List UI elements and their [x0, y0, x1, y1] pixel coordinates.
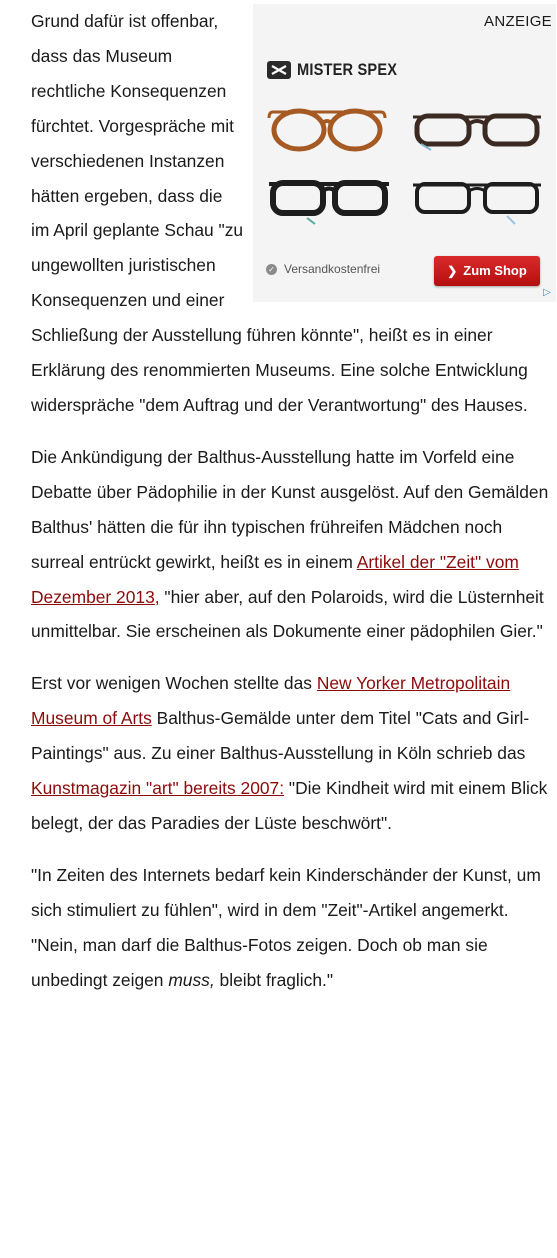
check-circle-icon: ✓	[266, 264, 277, 275]
metropolitan-museum-link[interactable]: New Yorker Metropolitain Museum of Arts	[31, 673, 511, 729]
paragraph-2-text-b: "hier aber, auf den Polaroids, wird die Lüsternheit unmittelbar. Sie erscheinen als Dokumente einer pädophilen Gier."	[31, 586, 544, 642]
mister-spex-logo[interactable]	[267, 58, 414, 82]
paragraph-3-text-a: Erst vor wenigen Wochen stellte das	[31, 673, 317, 694]
paragraph-3-text-b: Balthus-Gemälde unter dem Titel "Cats and Girl-Paintings" aus. Zu einer Balthus-Ausstellung in Köln schrieb das	[31, 708, 530, 764]
paragraph-3	[31, 666, 553, 841]
glasses-tortoise-image[interactable]	[267, 104, 387, 154]
mister-spex-logo-icon	[267, 60, 291, 80]
adchoices-icon[interactable]: ▷	[543, 287, 551, 298]
ad-label: ANZEIGE	[484, 13, 552, 30]
zum-shop-button[interactable]	[434, 256, 540, 286]
paragraph-3-text-c: "Die Kindheit wird mit einem Blick belegt, der das Paradies der Lüste beschwört".	[31, 778, 548, 833]
glasses-brown-image[interactable]	[411, 108, 543, 152]
paragraph-4-emphasis: muss,	[168, 969, 215, 990]
glasses-black-image[interactable]	[267, 174, 391, 228]
shipping-label: Versandkostenfrei	[284, 261, 381, 276]
zum-shop-label: Zum Shop	[463, 262, 527, 278]
shipping-info	[266, 259, 380, 279]
paragraph-4-text-b: bleibt fraglich."	[214, 969, 334, 990]
zeit-article-link[interactable]: Artikel der "Zeit" vom Dezember 2013,	[31, 551, 519, 607]
paragraph-4	[31, 858, 553, 998]
paragraph-4-text-a: "In Zeiten des Internets bedarf kein Kinderschänder der Kunst, um sich stimuliert zu fühlen", wird in dem "Zeit"-Artikel angemerkt. "Nein, man darf die Balthus-Fotos zeigen. Doch ob man sie unbedingt zeigen	[31, 864, 541, 990]
brand-name: MISTER SPEX	[297, 60, 398, 79]
glasses-thin-black-image[interactable]	[411, 176, 543, 228]
paragraph-2	[31, 440, 553, 649]
advertisement-banner[interactable]	[253, 4, 556, 302]
chevron-right-icon: ❯	[447, 263, 458, 278]
art-magazine-link[interactable]: Kunstmagazin "art" bereits 2007:	[31, 778, 285, 799]
paragraph-2-text-a: Die Ankündigung der Balthus-Ausstellung hatte im Vorfeld eine Debatte über Pädophilie in der Kunst ausgelöst. Auf den Gemälden Balthus' hätten die für ihn typischen frühreifen Mädchen noch surreal entrückt gewirkt, heißt es in einem	[31, 446, 549, 572]
paragraph-1: Grund dafür ist offenbar, dass das Museum rechtliche Konsequenzen fürchtet. Vorgespräche mit verschiedenen Instanzen hätten ergeben, dass die im April geplante Schau "zu ungewollten juristischen Konsequenzen und einer Schließung der Ausstellung führen könnte", heißt es in einer Erklärung des renommierten Museums. Eine solche Entwicklung widerspräche "dem Auftrag und der Verantwortung" des Hauses.	[31, 11, 528, 415]
article-body	[31, 0, 553, 1014]
